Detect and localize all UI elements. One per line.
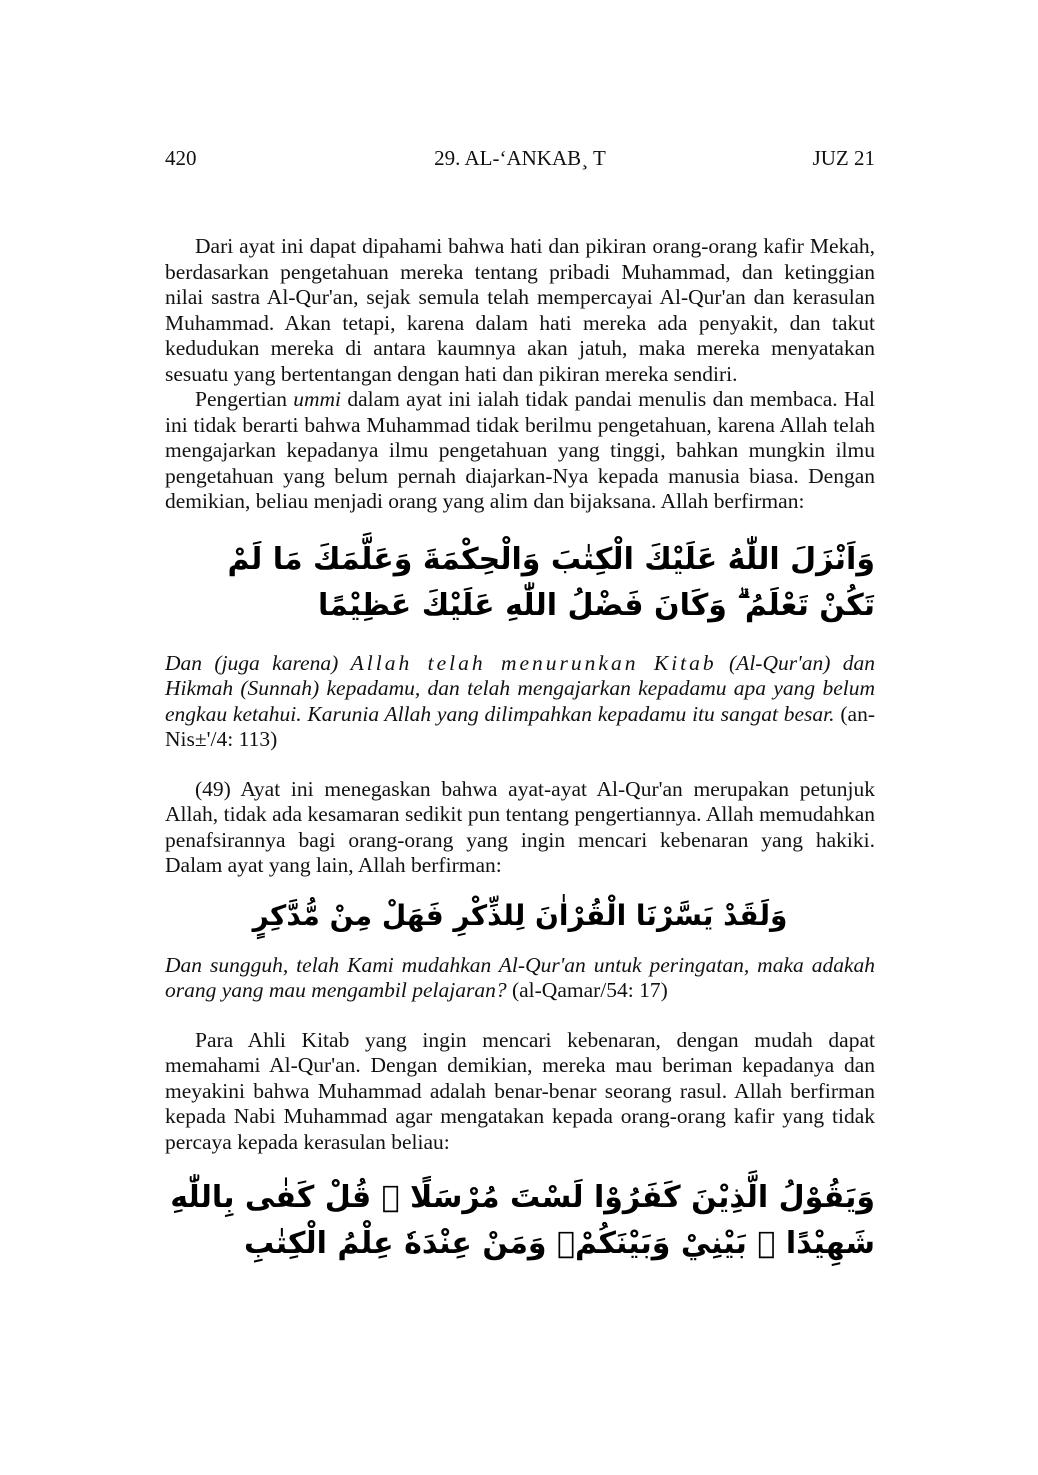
paragraph-2-rest: dalam ayat ini ialah tidak pandai menulis dan membaca. Hal ini tidak berarti bahwa Muhammad tidak berilmu pengetahuan, karena Allah telah mengajarkan kepadanya ilmu pengetahuan yang tinggi, bahkan mungkin ilmu pengetahuan yang belum pernah diajarkan-Nya kepada manusia biasa. Dengan demikian, beliau menjadi orang yang alim dan bijaksana. Allah berfirman: bbox=[165, 387, 875, 513]
page-number: 420 bbox=[165, 146, 197, 170]
spacer bbox=[165, 1004, 875, 1028]
page-header bbox=[165, 146, 875, 174]
page-content bbox=[165, 234, 875, 1267]
arabic-verse-3: وَيَقُوْلُ الَّذِيْنَ كَفَرُوْا لَسْتَ مُرْسَلًا ۗ قُلْ كَفٰى بِاللّٰهِ شَهِيْدًا ۢ بَيْنِيْ وَبَيْنَكُمْۙ وَمَنْ عِنْدَهٗ عِلْمُ الْكِتٰبِ bbox=[170, 1180, 875, 1261]
juz-label: JUZ 21 bbox=[812, 146, 875, 170]
translation-1-part-b: Allah telah menurunkan Kitab bbox=[350, 650, 717, 675]
paragraph-2-start: Pengertian bbox=[195, 387, 294, 411]
surah-title: 29. AL-‘ANKAB¸ T bbox=[434, 146, 606, 170]
arabic-verse-1: وَاَنْزَلَ اللّٰهُ عَلَيْكَ الْكِتٰبَ وَالْحِكْمَةَ وَعَلَّمَكَ مَا لَمْ تَكُنْ تَعْلَمُ ۗ وَكَانَ فَضْلُ اللّٰهِ عَلَيْكَ عَظِيْمًا bbox=[227, 541, 875, 623]
paragraph-2 bbox=[165, 387, 875, 515]
translation-1-part-c: (Al-Qur'an) dan Hikmah (Sunnah) kepadamu, dan telah mengajarkan kepadamu apa yang belum engkau ketahui. Karunia Allah yang dilimpahkan kepadamu itu sangat besar. bbox=[165, 650, 875, 726]
paragraph-4: Para Ahli Kitab yang ingin mencari kebenaran, dengan mudah dapat memahami Al-Qur'an. Dengan demikian, mereka mau beriman kepadanya dan meyakini bahwa Muhammad adalah benar-benar seorang rasul. Allah berfirman kepada Nabi Muhammad agar mengatakan kepada orang-orang kafir yang tidak percaya kepada kerasulan beliau: bbox=[165, 1027, 875, 1154]
translation-1-part-a: Dan (juga karena) bbox=[165, 650, 351, 675]
translation-1 bbox=[165, 651, 875, 753]
reference-2: (al-Qamar/54: 17) bbox=[506, 978, 668, 1002]
paragraph-3: (49) Ayat ini menegaskan bahwa ayat-ayat Al-Qur'an merupakan petunjuk Allah, tidak ada kesamaran sedikit pun tentang pengertiannya. Allah memudahkan penafsirannya bagi orang-orang yang ingin mencari kebenaran yang hakiki. Dalam ayat yang lain, Allah berfirman: bbox=[165, 776, 875, 877]
spacer bbox=[165, 753, 875, 777]
reference-1: (an-Nis±'/4: 113) bbox=[165, 701, 875, 751]
arabic-verse-2: وَلَقَدْ يَسَّرْنَا الْقُرْاٰنَ لِلذِّكْرِ فَهَلْ مِنْ مُّدَّكِرٍ bbox=[252, 898, 788, 932]
term-ummi: ummi bbox=[293, 387, 342, 411]
paragraph-1: Dari ayat ini dapat dipahami bahwa hati dan pikiran orang-orang kafir Mekah, berdasarkan pengetahuan mereka tentang pribadi Muhammad, dan ketinggian nilai sastra Al-Qur'an, sejak semula telah mempercayai Al-Qur'an dan kerasulan Muhammad. Akan tetapi, karena dalam hati mereka ada penyakit, dan takut kedudukan mereka di antara kaumnya akan jatuh, maka mereka menyatakan sesuatu yang bertentangan dengan hati dan pikiran mereka sendiri. bbox=[165, 234, 875, 386]
translation-2-text: Dan sungguh, telah Kami mudahkan Al-Qur'an untuk peringatan, maka adakah orang yang mau mengambil pelajaran? bbox=[165, 952, 875, 1002]
translation-2 bbox=[165, 953, 875, 1004]
